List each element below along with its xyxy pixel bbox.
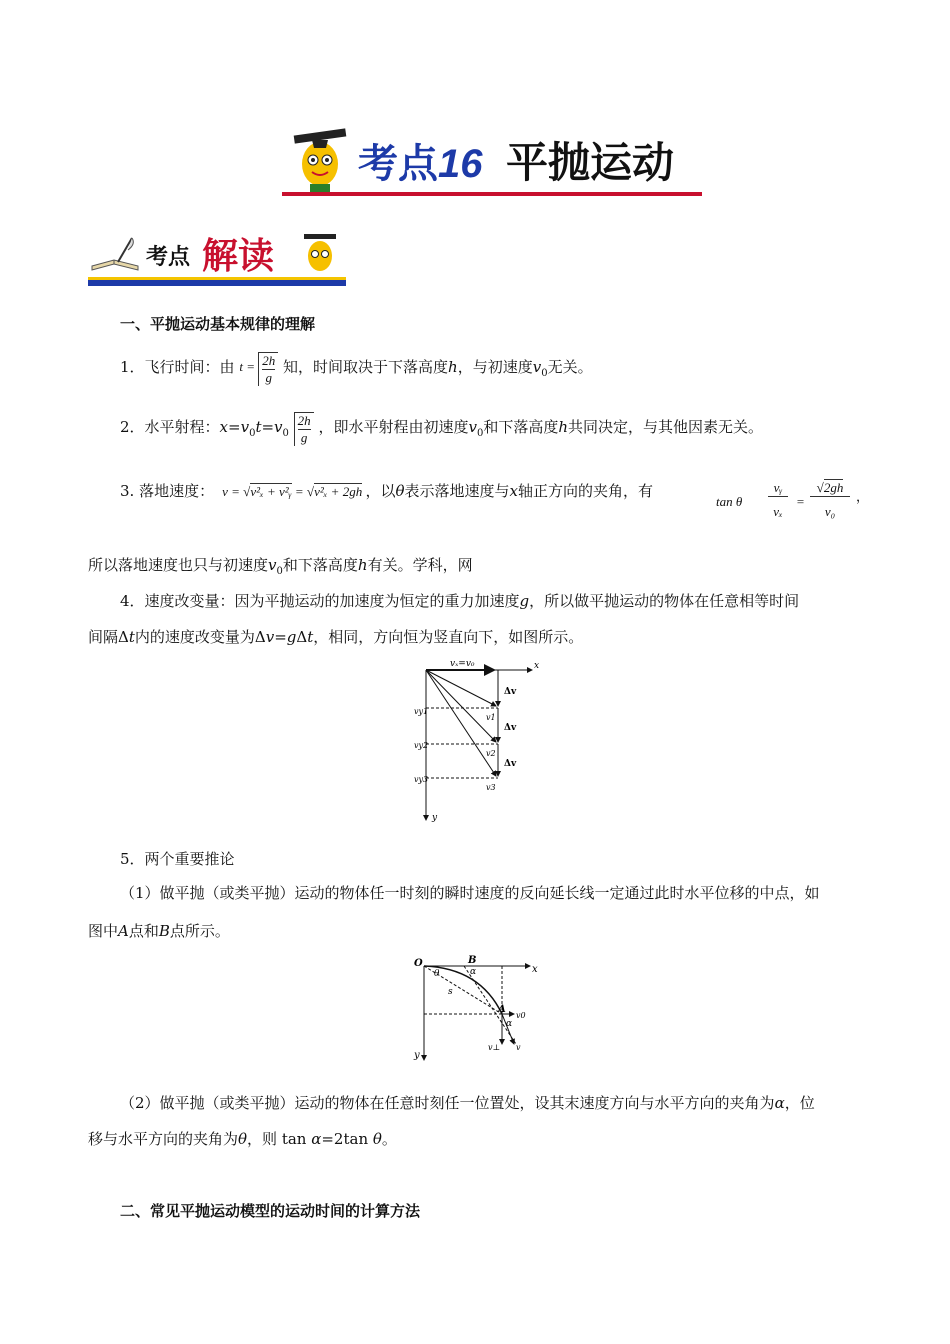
para-landing-speed: 3. 落地速度： v = √v²ₓ + v²ᵧ = √v²ₓ + 2gh ，以θ表示落地速度与x轴正方向的夹角，有 [120,482,653,500]
label-y: y [432,813,438,823]
para-inferences-title: 5．两个重要推论 [120,850,235,868]
label-v0: v0 [516,1011,526,1020]
heading-1: 一、平抛运动基本规律的理解 [120,315,316,333]
label-B: B [468,955,477,966]
para-inference-2: （2）做平抛（或类平抛）运动的物体在任意时刻任一位置处，设其末速度方向与水平方向的夹角为α，位 [120,1094,815,1112]
title-prefix: 考点16 [358,142,483,186]
label-vx: vₓ=v₀ [450,659,475,669]
label-y2: y [414,1050,420,1061]
label-x2: x [532,964,538,975]
inference-diagram [410,952,544,1064]
label-v3: v3 [486,783,496,792]
title-main: 平抛运动 [506,138,675,187]
section-badge [88,222,346,286]
book-quill-icon [88,236,144,276]
para-flight-time: 1．飞行时间：由 t = $\frac{2h}{g}$ 知，时间取决于下落高度h，与初速度$v_0$无关。 [120,350,864,391]
label-vy2: vy2 [414,741,429,750]
label-A: A [498,1004,506,1015]
heading-2: 二、常见平抛运动模型的运动时间的计算方法 [120,1202,421,1220]
formula-tan: tan θ vᵧ vₓ = √2gh v₀ ， [716,480,870,519]
mascot-small-icon [300,228,340,274]
para-inference-1: （1）做平抛（或类平抛）运动的物体任一时刻的瞬时速度的反向延长线一定通过此时水平位移的中点，如 [120,884,820,902]
label-alpha: α [470,967,477,977]
label-dv3: Δv [504,759,517,769]
label-vy1: vy1 [414,707,429,716]
formula-range: $\frac{2h}{g}$ [294,410,314,445]
para-inference-2-cont: 移与水平方向的夹角为θ，则 tan α=2tan θ。 [88,1130,397,1148]
velocity-change-diagram [414,656,544,826]
formula-time: t = $\frac{2h}{g}$ [239,350,278,385]
label-v1: v1 [486,713,496,722]
label-v2: v2 [486,749,496,758]
label-O: O [414,958,423,969]
para-landing-speed-cont: 所以落地速度也只与初速度$v_0$和下落高度h有关。学科，网 [88,556,473,577]
mascot-icon [282,118,358,194]
label-dv2: Δv [504,723,517,733]
badge-underline-blue [88,280,346,286]
para-range: 2．水平射程：$x=v_0t=v_0$ $\frac{2h}{g}$ ，即水平射程由初速度$v_0$和下落高度h共同决定，与其他因素无关。 [120,410,864,451]
badge-text-b: 解读 [202,236,275,277]
label-s: s [448,987,453,997]
para-inference-1-cont: 图中A点和B点所示。 [88,922,230,940]
title-underline [282,192,702,196]
label-theta: θ [434,969,440,979]
label-vperp: v⊥ [488,1043,501,1052]
label-x: x [534,661,540,671]
para-velocity-change-2: 间隔Δt内的速度改变量为Δv=gΔt，相同，方向恒为竖直向下，如图所示。 [88,628,584,646]
label-v: v [516,1043,521,1052]
label-vy3: vy3 [414,775,429,784]
page-title [282,118,702,196]
label-dv1: Δv [504,687,517,697]
badge-text-a: 考点 [146,245,191,270]
label-alpha-2: α [506,1019,513,1029]
para-velocity-change: 4．速度改变量：因为平抛运动的加速度为恒定的重力加速度g，所以做平抛运动的物体在任意相等时间 [120,592,800,610]
formula-speed: v = √v²ₓ + v²ᵧ = √v²ₓ + 2gh [222,484,363,499]
